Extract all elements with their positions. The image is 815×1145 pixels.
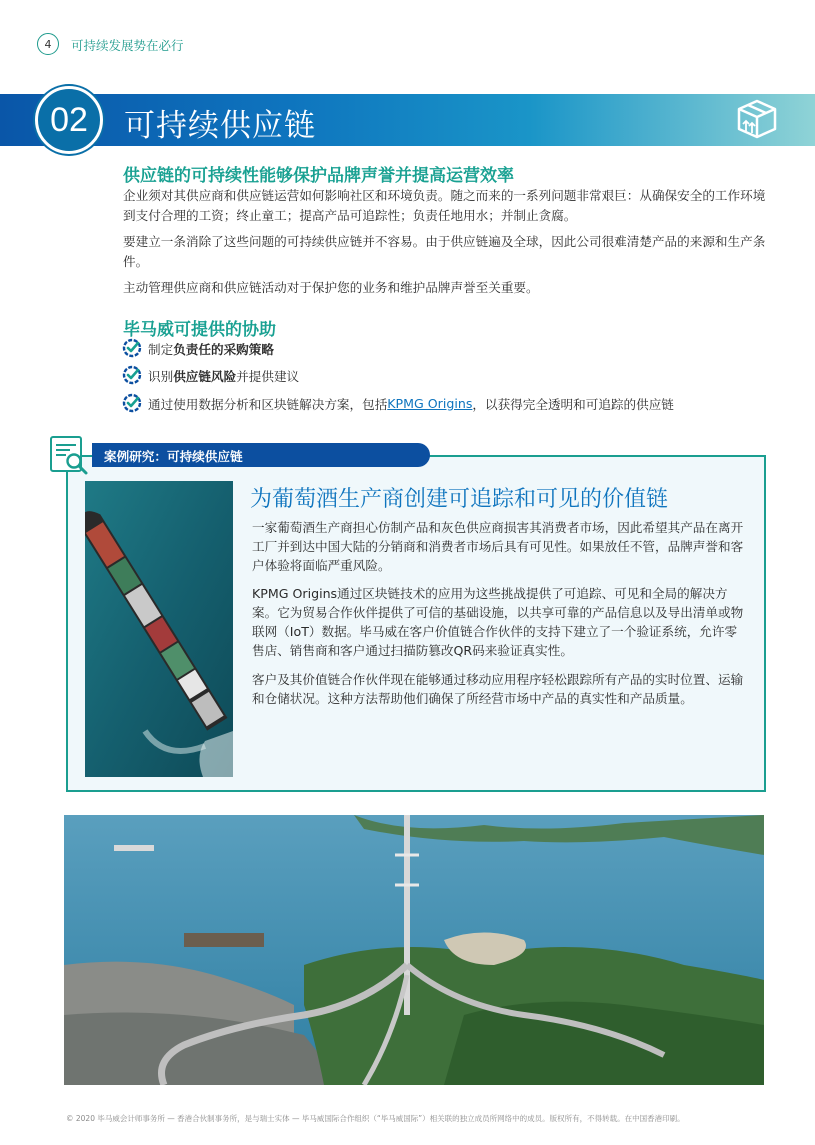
- paragraph-1: 企业须对其供应商和供应链运营如何影响社区和环境负责。随之而来的一系列问题非常艰巨：从确保安全的工作环境到支付合理的工资；终止童工；提高产品可追踪性；负责任地用水；并制止贪腐。: [123, 188, 766, 223]
- running-title: 可持续发展势在必行: [71, 38, 184, 53]
- bridge-aerial-photo: [64, 815, 764, 1085]
- package-box-icon: [735, 97, 779, 141]
- list-item-text: ，以获得完全透明和可追踪的供应链: [472, 396, 674, 412]
- cargo-ship-photo: [85, 481, 233, 777]
- kpmg-origins-link[interactable]: KPMG Origins: [387, 395, 473, 411]
- list-item: [122, 337, 274, 359]
- paragraph-3: 主动管理供应商和供应链活动对于保护您的业务和维护品牌声誉至关重要。: [123, 280, 539, 295]
- case-paragraph-2: KPMG Origins通过区块链技术的应用为这些挑战提供了可追踪、可见和全局的解决方案。它为贸易合作伙伴提供了可信的基础设施，以共享可靠的产品信息以及导出清单或物联网（IoT）数据。毕马威在客户价值链合作伙伴的支持下建立了一个验证系统，允许零售店、销售商和客户通过扫描防篡改QR码来验证真实性。: [252, 586, 744, 658]
- case-study-tab: 案例研究：可持续供应链: [92, 443, 430, 467]
- list-item-text: 制定: [148, 341, 174, 357]
- list-item-text: 识别: [148, 368, 174, 384]
- heading-kpmg-help: 毕马威可提供的协助: [123, 320, 276, 340]
- section-banner: [0, 94, 815, 146]
- section-title: 可持续供应链: [124, 108, 316, 144]
- list-item-bold: 负责任的采购策略: [173, 341, 274, 357]
- case-paragraph-1: 一家葡萄酒生产商担心仿制产品和灰色供应商损害其消费者市场，因此希望其产品在离开工厂并到达中国大陆的分销商和消费者市场后具有可见性。如果放任不管，品牌声誉和客户体验将面临严重风险。: [252, 520, 744, 573]
- list-item-text: 通过使用数据分析和区块链解决方案，包括: [148, 396, 388, 412]
- badge-check-icon: [122, 393, 142, 413]
- section-number: 02: [35, 86, 103, 154]
- case-paragraph-3: 客户及其价值链合作伙伴现在能够通过移动应用程序轻松跟踪所有产品的实时位置、运输和仓储状况。这种方法帮助他们确保了所经营市场中产品的真实性和产品质量。: [252, 672, 744, 706]
- list-item: [122, 392, 674, 414]
- list-item: [122, 364, 299, 386]
- case-study-title: 为葡萄酒生产商创建可追踪和可见的价值链: [250, 487, 669, 512]
- list-item-bold: 供应链风险: [173, 368, 237, 384]
- heading-supply-chain-sustainability: 供应链的可持续性能够保护品牌声誉并提高运营效率: [123, 166, 514, 186]
- footer-copyright: © 2020 毕马威会计师事务所 — 香港合伙制事务所，是与瑞士实体 — 毕马威国际合作组织（“毕马威国际”）相关联的独立成员所网络中的成员。版权所有，不得转载。在中国香港印刷。: [66, 1114, 685, 1123]
- paragraph-2: 要建立一条消除了这些问题的可持续供应链并不容易。由于供应链遍及全球，因此公司很难清楚产品的来源和生产条件。: [123, 234, 766, 269]
- page-number: 4: [37, 33, 59, 55]
- document-search-icon: [48, 434, 90, 476]
- badge-check-icon: [122, 338, 142, 358]
- badge-check-icon: [122, 365, 142, 385]
- list-item-text: 并提供建议: [236, 368, 300, 384]
